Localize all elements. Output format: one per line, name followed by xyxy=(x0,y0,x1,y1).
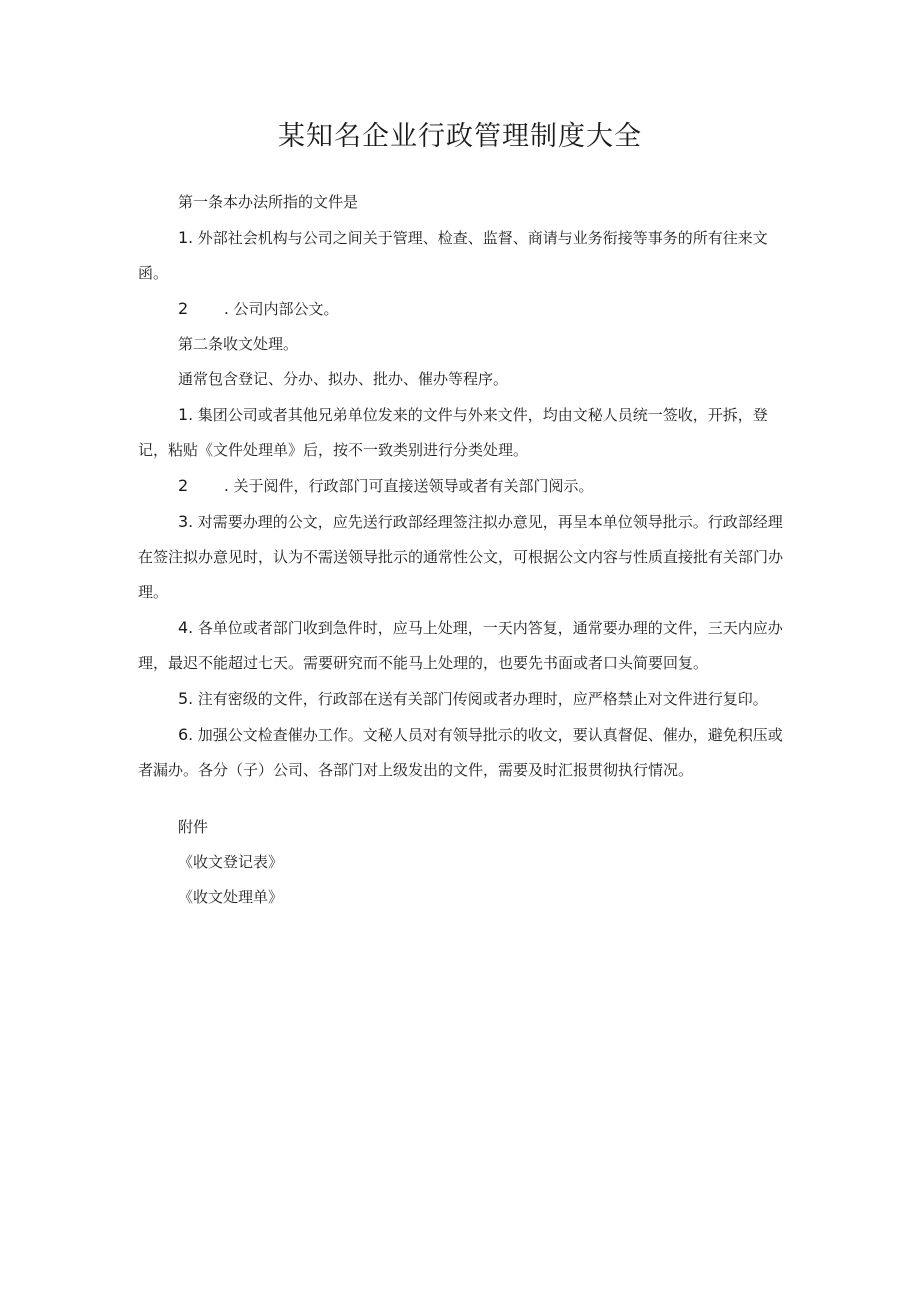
item-text: . 集团公司或者其他兄弟单位发来的文件与外来文件，均由文秘人员统一签收，开拆，登记，粘贴《文件处理单》后，按不一致类别进行分类处理。 xyxy=(138,406,768,459)
item-number: 3 xyxy=(178,512,189,531)
article-2-item-3 xyxy=(138,504,788,610)
section-spacer xyxy=(138,788,788,810)
article-2-intro: 通常包含登记、分办、拟办、批办、催办等程序。 xyxy=(178,370,509,388)
article-2-item-6 xyxy=(138,717,788,788)
item-text: . 各单位或者部门收到急件时，应马上处理，一天内答复，通常要办理的文件，三天内应办理，最迟不能超过七天。需要研究而不能马上处理的，也要先书面或者口头简要回复。 xyxy=(138,619,783,672)
item-text: . 加强公文检查催办工作。文秘人员对有领导批示的收文，要认真督促、催办，避免积压或者漏办。各分（子）公司、各部门对上级发出的文件，需要及时汇报贯彻执行情况。 xyxy=(138,726,783,779)
article-1-heading: 第一条本办法所指的文件是 xyxy=(178,193,359,211)
attachments-heading: 附件 xyxy=(178,818,209,836)
item-text: . 注有密级的文件，行政部在送有关部门传阅或者办理时，应严格禁止对文件进行复印。 xyxy=(188,690,768,708)
article-2-item-2 xyxy=(138,468,788,504)
item-text: . 外部社会机构与公司之间关于管理、检查、监督、商请与业务衔接等事务的所有往来文函。 xyxy=(138,229,768,282)
item-text: . 对需要办理的公文，应先送行政部经理签注拟办意见，再呈本单位领导批示。行政部经理在签注拟办意见时，认为不需送领导批示的通常性公文，可根据公文内容与性质直接批有关部门办理。 xyxy=(138,513,784,601)
item-text: . 关于阅件，行政部门可直接送领导或者有关部门阅示。 xyxy=(224,477,594,495)
article-2-heading: 第二条收文处理。 xyxy=(178,335,299,353)
article-2-item-5 xyxy=(138,681,788,717)
article-2-item-4 xyxy=(138,610,788,681)
article-2-item-1 xyxy=(138,397,788,468)
item-number: 2 xyxy=(178,299,189,318)
item-number: 6 xyxy=(178,725,189,744)
item-text: . 公司内部公文。 xyxy=(224,300,339,318)
document-title: 某知名企业行政管理制度大全 xyxy=(278,121,642,152)
item-number: 4 xyxy=(178,618,189,637)
attachment-item: 《收文处理单》 xyxy=(178,888,284,906)
item-number: 1 xyxy=(178,405,189,424)
item-number: 1 xyxy=(178,228,189,247)
article-1-item-2 xyxy=(138,291,788,327)
item-number: 2 xyxy=(178,476,189,495)
document-body xyxy=(138,185,788,915)
attachment-item: 《收文登记表》 xyxy=(178,853,284,871)
item-number: 5 xyxy=(178,689,189,708)
article-1-item-1 xyxy=(138,220,788,291)
